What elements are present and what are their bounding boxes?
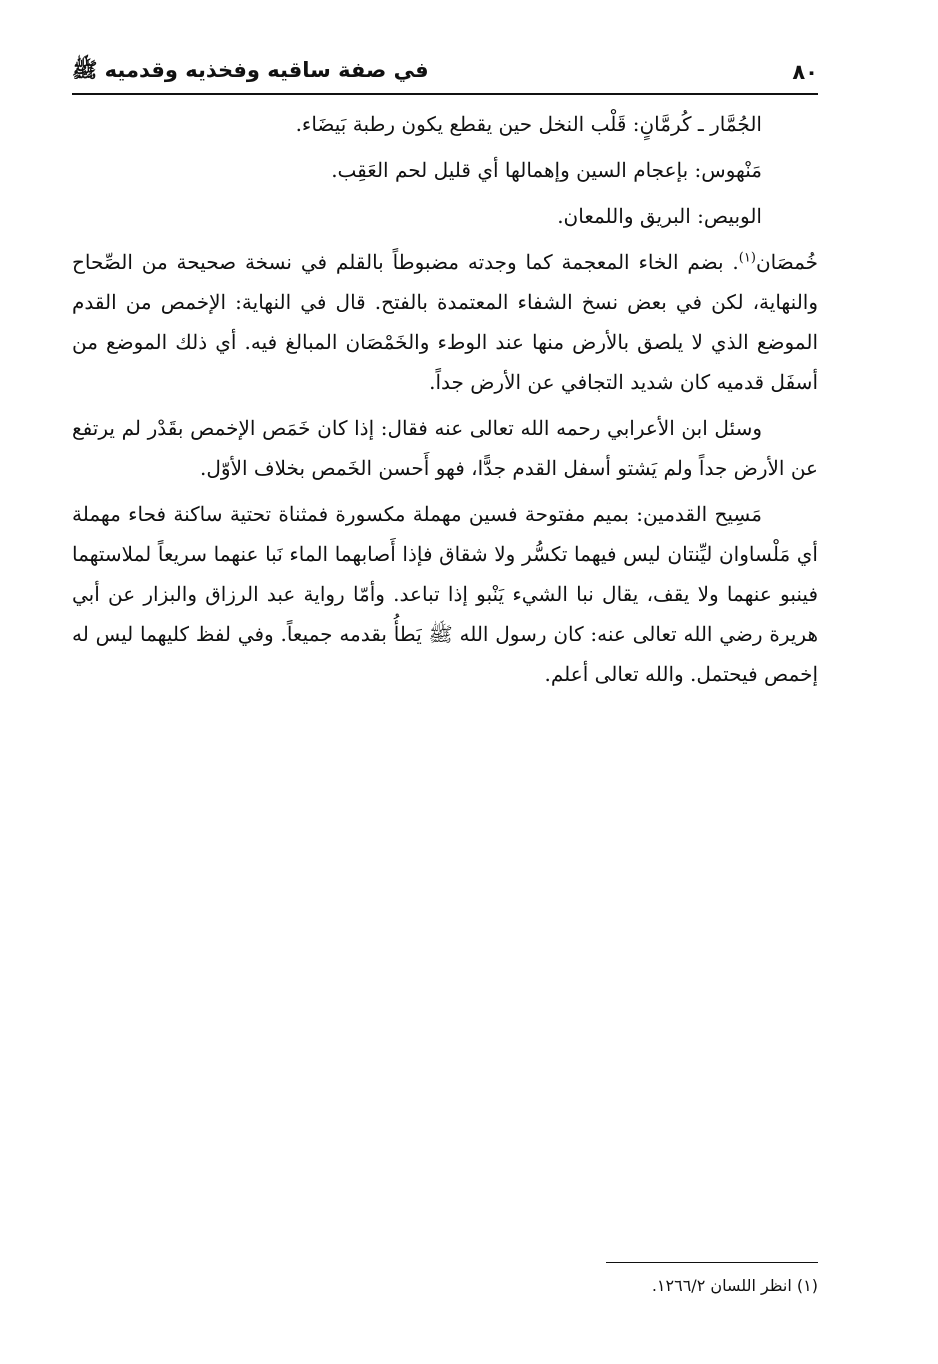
footnote-reference: (١) <box>738 250 756 266</box>
khumsan-explanation: . بضم الخاء المعجمة كما وجدته مضبوطاً بالقلم في نسخة صحيحة من الصِّحاح والنهاية، لكن في بعض نسخ الشفاء المعتمدة بالفتح. قال في النهاية: الإخمص من القدم الموضع الذي لا يلصق بالأرض منها عند الوطء والخَمْصَان المبالغ فيه. أي ذلك الموضع من أسفَل قدميه كان شديد التجافي عن الأرض جداً. <box>72 250 818 394</box>
header-rule <box>72 93 818 95</box>
paragraph-wabis: الوبيص: البريق واللمعان. <box>557 204 762 228</box>
running-title: في صفة ساقيه وفخذيه وقدميه ﷺ <box>72 57 429 82</box>
paragraph-ibn-arabi: وسئل ابن الأعرابي رحمه الله تعالى عنه فقال: إذا كان خَمَص الإخمص بقَدْر لم يرتفع عن الأرض جداً ولم يَشتو أسفل القدم جدًّا، فهو أَحسن الخَمص بخلاف الأوّل. <box>72 416 818 480</box>
page-header <box>72 52 818 92</box>
paragraph-jummar: الجُمَّار ـ كُرمَّانٍ: قَلْب النخل حين يقطع يكون رطبة بَيضَاء. <box>295 112 762 136</box>
paragraph-masih: مَسِيح القدمين: بميم مفتوحة فسين مهملة مكسورة فمثناة تحتية ساكنة فحاء مهملة أي مَلْساوان ليِّنتان ليس فيهما تكسُّر ولا شقاق فإذا أَصابهما الماء نَبا عنهما سريعاً لملاستهما فينبو عنهما ولا يقف، يقال نبا الشيء يَنْبو إذا تباعد. وأمّا رواية عبد الرزاق والبزار عن أبي هريرة رضي الله تعالى عنه: كان رسول الله ﷺ يَطأُ بقدمه جميعاً. وفي لفظ كليهما ليس له إخمص فيحتمل. والله تعالى أعلم. <box>72 502 818 686</box>
page-body <box>72 104 818 700</box>
page-number: ٨٠ <box>792 60 818 84</box>
khumsan-term: خُمصَان <box>755 250 818 274</box>
footnote-rule <box>606 1262 818 1263</box>
paragraph-khumsan <box>72 242 818 402</box>
paragraph-manhus: مَنْهوس: بإعجام السين وإهمالها أي قليل لحم العَقِب. <box>331 158 762 182</box>
footnote: (١) انظر اللسان ١٢٦٦/٢. <box>651 1276 818 1295</box>
